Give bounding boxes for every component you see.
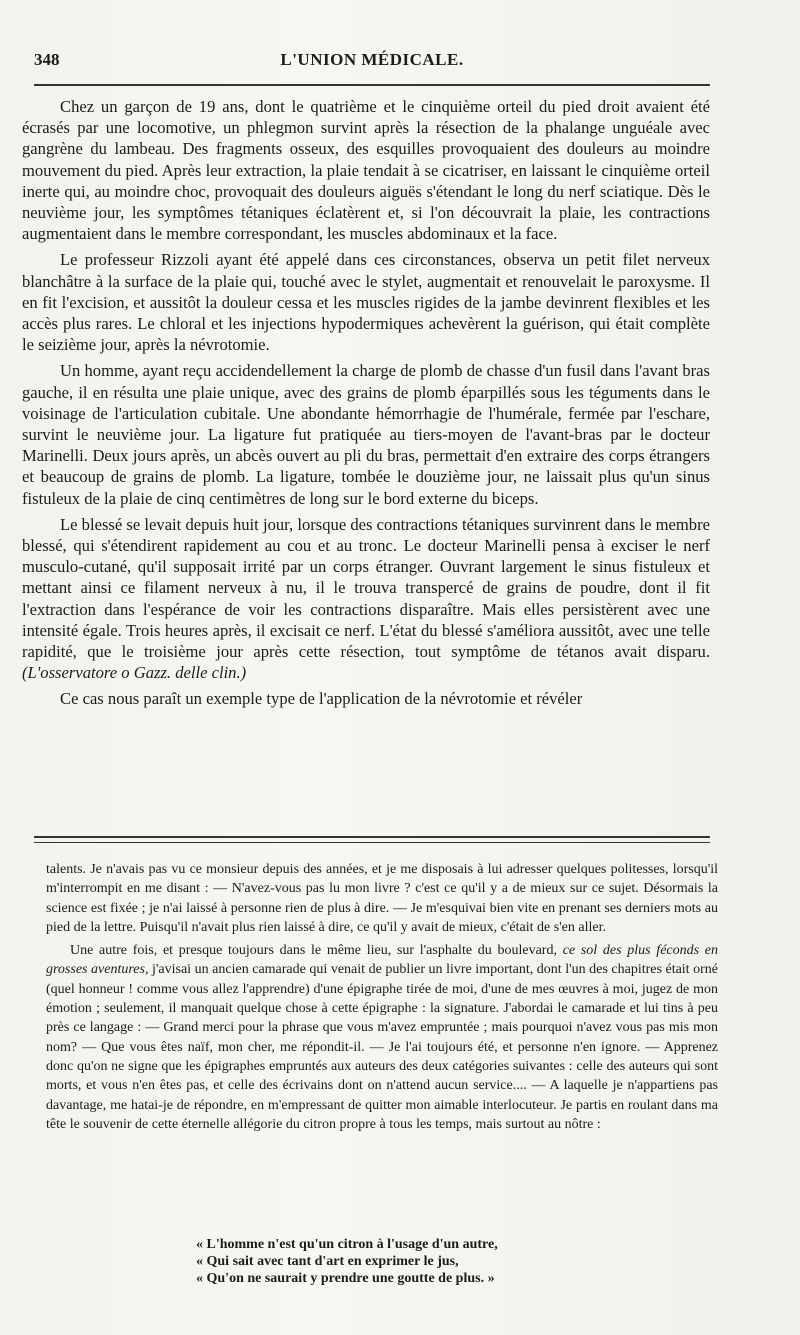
page-header <box>34 48 710 78</box>
article-paragraph-3: Un homme, ayant reçu accidendellement la charge de plomb de chasse d'un fusil dans l'avant bras gauche, il en résulta une plaie unique, avec des grains de plomb éparpillés sous les téguments dans le voisinage de l'articulation cubitale. Une abondante hémorrhagie de l'humérale, fermée par l'eschare, survint le neuvième jour. La ligature fut pratiquée au tiers-moyen de l'avant-bras par le docteur Marinelli. Deux jours après, un abcès ouvert au pli du bras, permettait d'en extraire des corps étrangers et beaucoup de grains de plomb. La ligature, tombée le douzième jour, ne laissait plus qu'un sinus fistuleux de la plaie de cinq centimètres de long sur le bord externe du biceps. <box>22 361 710 508</box>
feuilleton-paragraph-2-start: Une autre fois, et presque toujours dans le même lieu, sur l'asphalte du boulevard, <box>70 943 557 959</box>
article-paragraph-4-text: Le blessé se levait depuis huit jour, lorsque des contractions tétaniques survinrent dans le membre blessé, qui s'étendirent rapidement au cou et au tronc. Le docteur Marinelli pensa à exciser le nerf musculo-cutané, qu'il supposait irrité par un corps étranger. Ouvrant largement le sinus fistuleux et mettant ainsi ce filament nerveux à nu, il le trouva transpercé de grains de poudre, dont il fit l'extraction dans l'espérance de voir les contractions disparaître. Mais elles persistèrent avec une intensité égale. Trois heures après, il excisait ce nerf. L'état du blessé s'améliora aussitôt, avec une telle rapidité, que le troisième jour après cette résection, tout symptôme de tétanos avait disparu. <box>22 514 710 662</box>
feuilleton-paragraph-2-end: j'avisai un ancien camarade qui venait de publier un livre important, dont l'un des chapitres était orné (quel honneur ! comme vous allez l'apprendre) d'une épigraphe tirée de moi, d'une de mes œuvres à moi, jugez de mon émotion ; seulement, il manquait quelque chose à cette épigraphe : la signature. J'abordai le camarade et lui tins à peu près ce langage : — Grand merci pour la phrase que vous m'avez empruntée ; mais pourquoi n'avez vous pas mis mon nom? — Que vous êtes naïf, mon cher, me répondit-il. — Je l'ai toujours été, et personne n'en ignore. — Apprenez donc qu'on ne signe que les épigraphes empruntés aux auteurs des deux catégories suivantes : celle des auteurs qui sont morts, et vous n'en êtes pas, et celle des écrivains dont on n'attend aucun service.... — A laquelle je n'appartiens pas davantage, me hatai-je de répondre, en m'empressant de quitter mon aimable interlocuteur. Je partis en roulant dans ma tête le souvenir de cette éternelle allégorie du citron propre à tous les temps, mais surtout au nôtre : <box>46 962 718 1132</box>
header-rule <box>34 84 710 86</box>
page-number: 348 <box>34 50 60 69</box>
feuilleton-separator <box>34 836 710 843</box>
citation: (L'osservatore o Gazz. delle clin.) <box>22 663 247 683</box>
verse-line-3: « Qu'on ne saurait y prendre une goutte de plus. » <box>196 1271 495 1286</box>
article-paragraph-2: Le professeur Rizzoli ayant été appelé dans ces circonstances, observa un petit filet nerveux blanchâtre à la surface de la plaie qui, touché avec le stylet, augmentait et renouvelait le paroxysme. Il en fit l'excision, et aussitôt la douleur cessa et les muscles rigides de la jambe devinrent flexibles et les accès plus rares. Le chloral et les injections hypodermiques achevèrent la guérison, qui était complète le seizième jour, après la névrotomie. <box>22 250 710 355</box>
main-article <box>22 96 710 715</box>
article-paragraph-4 <box>22 514 710 684</box>
feuilleton-italic-phrase: ce sol des plus féconds en grosses aventures, <box>46 943 719 978</box>
article-last-line: Ce cas nous paraît un exemple type de l'application de la névrotomie et révéler <box>60 689 583 709</box>
verse-quote <box>196 1236 656 1287</box>
feuilleton <box>46 860 718 1138</box>
verse-line-2: « Qui sait avec tant d'art en exprimer le jus, <box>196 1254 459 1269</box>
running-title: L'UNION MÉDICALE. <box>280 50 464 69</box>
feuilleton-paragraph-1: talents. Je n'avais pas vu ce monsieur depuis des années, et je me disposais à lui adresser quelques politesses, lorsqu'il m'interrompit en me disant : — N'avez-vous pas lu mon livre ? c'est ce qu'il y a de mieux sur ce sujet. Désormais la science est fixée ; je n'ai laissé à personne rien de plus à dire. — Je m'esquivai bien vite en prenant ses derniers mots au pied de la lettre. Puisqu'il n'avait plus rien laissé à dire, ce qu'il y avait de mieux, c'était de s'en aller. <box>46 862 718 935</box>
article-paragraph-1: Chez un garçon de 19 ans, dont le quatrième et le cinquième orteil du pied droit avaient été écrasés par une locomotive, un phlegmon survint après la résection de la phalange unguéale avec gangrène du lambeau. Des fragments osseux, des esquilles provoquaient des douleurs au moindre mouvement du pied. Après leur extraction, la plaie tendait à se cicatriser, en laissant le cinquième orteil inerte qui, au moindre choc, provoquait des douleurs aiguës s'étendant le long du nerf sciatique. Dès le neuvième jour, les symptômes tétaniques éclatèrent et, si l'on découvrait la plaie, les contractions augmentaient dans le membre correspondant, les muscles abdominaux et la face. <box>22 97 710 244</box>
verse-line-1: « L'homme n'est qu'un citron à l'usage d'un autre, <box>196 1237 498 1252</box>
feuilleton-paragraph-2 <box>46 941 718 1134</box>
